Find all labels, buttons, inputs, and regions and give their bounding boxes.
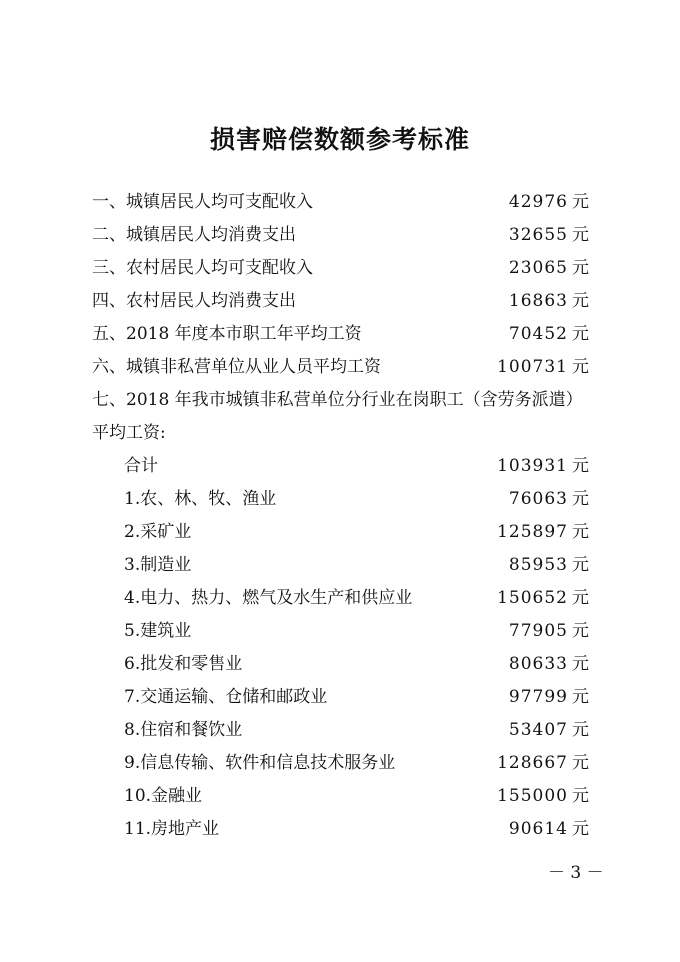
item-value: 85953 (508, 555, 568, 575)
list-item (0, 615, 680, 648)
section-7-heading-cont (0, 417, 680, 450)
item-label: 五、2018 年度本市职工年平均工资 (92, 324, 362, 344)
item-value: 155000 (497, 786, 568, 806)
item-value: 100731 (497, 357, 568, 377)
list-item (0, 351, 680, 384)
item-value: 150652 (497, 588, 568, 608)
item-value: 23065 (508, 258, 568, 278)
list-item (0, 186, 680, 219)
item-label: 六、城镇非私营单位从业人员平均工资 (92, 357, 381, 377)
list-item (0, 648, 680, 681)
list-item (0, 285, 680, 318)
list-item (0, 252, 680, 285)
page-number: － 3 － (548, 863, 604, 883)
item-unit: 元 (572, 819, 589, 839)
standards-list (0, 186, 680, 846)
item-unit: 元 (572, 456, 589, 476)
item-value: 90614 (508, 819, 568, 839)
item-label: 9.信息传输、软件和信息技术服务业 (124, 753, 396, 773)
item-value: 70452 (508, 324, 568, 344)
list-item (0, 747, 680, 780)
item-label: 4.电力、热力、燃气及水生产和供应业 (124, 588, 413, 608)
item-label: 10.金融业 (124, 786, 203, 806)
list-item (0, 450, 680, 483)
item-unit: 元 (572, 324, 589, 344)
list-item (0, 813, 680, 846)
item-unit: 元 (572, 489, 589, 509)
list-item (0, 516, 680, 549)
item-unit: 元 (572, 357, 589, 377)
item-label: 1.农、林、牧、渔业 (124, 489, 277, 509)
list-item (0, 219, 680, 252)
list-item (0, 780, 680, 813)
item-unit: 元 (572, 654, 589, 674)
item-unit: 元 (572, 192, 589, 212)
item-value: 77905 (508, 621, 568, 641)
item-label: 8.住宿和餐饮业 (124, 720, 243, 740)
item-unit: 元 (572, 621, 589, 641)
item-label: 三、农村居民人均可支配收入 (92, 258, 313, 278)
item-label: 二、城镇居民人均消费支出 (92, 225, 296, 245)
item-unit: 元 (572, 588, 589, 608)
item-unit: 元 (572, 786, 589, 806)
item-label: 合计 (124, 456, 158, 476)
item-label: 6.批发和零售业 (124, 654, 243, 674)
item-value: 128667 (497, 753, 568, 773)
item-unit: 元 (572, 720, 589, 740)
item-label: 一、城镇居民人均可支配收入 (92, 192, 313, 212)
item-value: 53407 (508, 720, 568, 740)
item-unit: 元 (572, 258, 589, 278)
item-unit: 元 (572, 687, 589, 707)
item-value: 97799 (508, 687, 568, 707)
list-item (0, 681, 680, 714)
document-title: 损害赔偿数额参考标准 (209, 125, 470, 154)
item-value: 76063 (508, 489, 568, 509)
list-item (0, 483, 680, 516)
item-label: 5.建筑业 (124, 621, 192, 641)
item-unit: 元 (572, 753, 589, 773)
item-unit: 元 (572, 225, 589, 245)
item-value: 125897 (497, 522, 568, 542)
item-label: 11.房地产业 (124, 819, 220, 839)
item-label: 2.采矿业 (124, 522, 192, 542)
item-value: 32655 (508, 225, 568, 245)
item-unit: 元 (572, 291, 589, 311)
list-item (0, 582, 680, 615)
section-7-heading-line1: 七、2018 年我市城镇非私营单位分行业在岗职工（含劳务派遣） (92, 390, 583, 410)
item-value: 80633 (508, 654, 568, 674)
item-unit: 元 (572, 522, 589, 542)
item-label: 7.交通运输、仓储和邮政业 (124, 687, 328, 707)
item-value: 42976 (508, 192, 568, 212)
item-unit: 元 (572, 555, 589, 575)
item-value: 103931 (497, 456, 568, 476)
list-item (0, 318, 680, 351)
section-7-heading-line2: 平均工资: (92, 423, 166, 443)
list-item (0, 549, 680, 582)
section-7-heading (0, 384, 680, 417)
item-label: 3.制造业 (124, 555, 192, 575)
item-label: 四、农村居民人均消费支出 (92, 291, 296, 311)
item-value: 16863 (508, 291, 568, 311)
list-item (0, 714, 680, 747)
